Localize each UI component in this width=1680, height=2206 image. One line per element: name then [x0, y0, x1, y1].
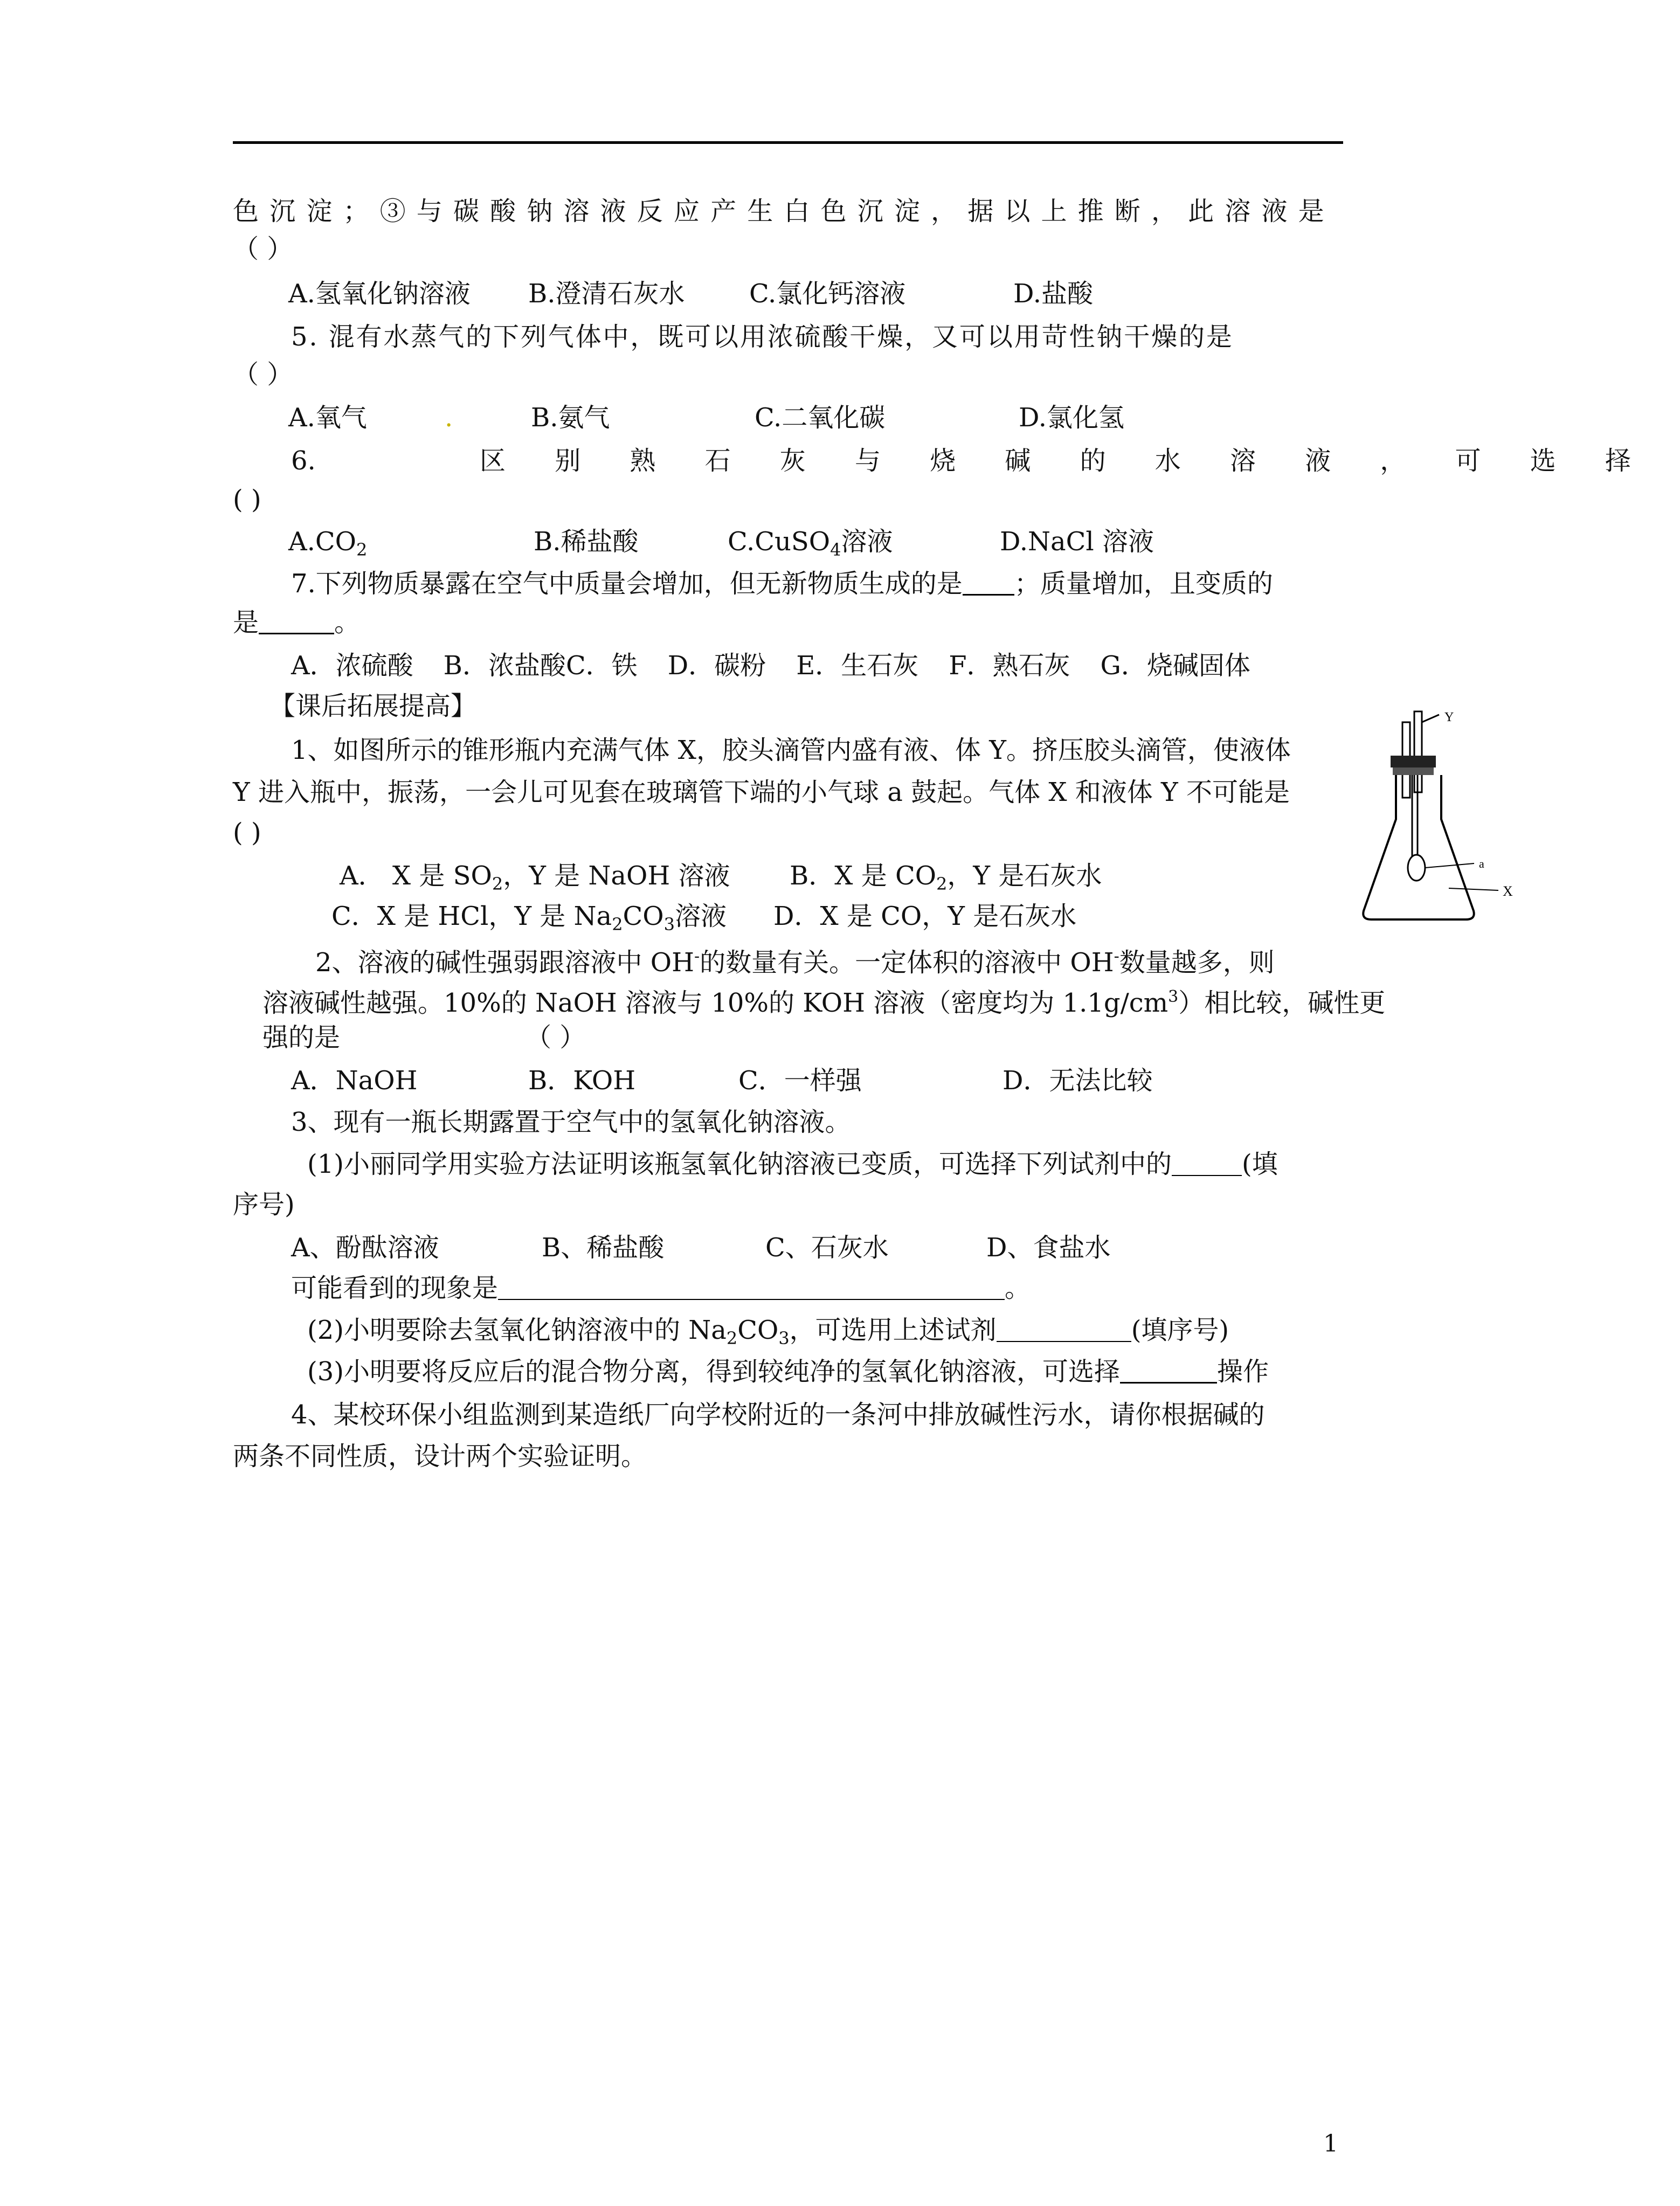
e2-stem-line-3: 强的是 [262, 1022, 341, 1053]
q5-option-b: B.氨气 [531, 403, 610, 433]
q5-option-c: C.二氧化碳 [755, 403, 886, 433]
page-number: 1 [1323, 2130, 1338, 2157]
q5-option-a: A.氧气 [288, 403, 367, 433]
e2-answer-paren: （ ） [526, 1022, 586, 1053]
fig-label-x: X [1503, 883, 1513, 899]
q5-stem: 5. 混有水蒸气的下列气体中，既可以用浓硫酸干燥，又可以用苛性钠干燥的是 [291, 322, 1234, 352]
q6-option-c: C.CuSO$_4$溶液 [728, 527, 893, 560]
q4-option-c: C.氯化钙溶液 [749, 279, 906, 309]
q6-option-b: B.稀盐酸 [534, 527, 639, 557]
q7-options [291, 649, 1250, 682]
e1-option-b: B．X 是 $CO_2$，Y 是石灰水 [790, 861, 1102, 894]
e2-stem-line-1: 2、溶液的碱性强弱跟溶液中 OH-的数量有关。一定体积的溶液中 OH-数量越多，则 [315, 947, 1275, 978]
e2-option-d: D．无法比较 [1003, 1066, 1153, 1096]
e3-option-a: A、酚酞溶液 [291, 1233, 439, 1263]
q7-option-a: A．浓硫酸 [291, 651, 413, 681]
e3-blank-3[interactable] [1120, 1358, 1217, 1384]
q7-blank-2[interactable] [259, 609, 334, 634]
e3-option-d: D、食盐水 [986, 1233, 1111, 1263]
e3-intro: 3、现有一瓶长期露置于空气中的氢氧化钠溶液。 [291, 1107, 851, 1137]
e3-part-3: (3)小明要将反应后的混合物分离，得到较纯净的氢氧化钠溶液，可选择 操作 [307, 1357, 1269, 1387]
q6-answer-paren: ( ) [233, 485, 261, 515]
stray-mark: . [445, 403, 453, 433]
e2-stem-line-2: 溶液碱性越强。10%的 NaOH 溶液与 10%的 KOH 溶液（密度均为 $1.1g/cm^3$）相比较，碱性更 [262, 987, 1386, 1018]
e3-phenomenon: 可能看到的现象是 。 [291, 1273, 1031, 1303]
q6-number: 6. [291, 446, 316, 476]
e3-option-c: C、石灰水 [765, 1233, 889, 1263]
q6-option-a: $A.CO_2$ [288, 527, 368, 560]
e4-stem-line-2: 两条不同性质，设计两个实验证明。 [233, 1441, 647, 1471]
e3-blank-phenomenon[interactable] [498, 1275, 1005, 1300]
e1-stem-line-2: Y 进入瓶中，振荡，一会儿可见套在玻璃管下端的小气球 a 鼓起。气体 X 和液体 Y 不可能是 [233, 777, 1290, 807]
e3-blank-1[interactable] [1172, 1151, 1242, 1176]
q4-answer-paren: （ ） [233, 234, 293, 264]
section-title: 【课后拓展提高】 [269, 691, 477, 721]
q7-option-g: G．烧碱固体 [1100, 651, 1250, 681]
q7-option-f: F．熟石灰 [949, 651, 1070, 681]
q4-option-a: A.氢氧化钠溶液 [288, 279, 471, 309]
e3-part-1-cont: 序号) [233, 1190, 295, 1220]
e1-option-d: D．X 是 CO，Y 是石灰水 [773, 901, 1077, 931]
e1-stem-line-1: 1、如图所示的锥形瓶内充满气体 X，胶头滴管内盛有液、体 Y。挤压胶头滴管，使液体 [291, 735, 1291, 765]
e4-stem-line-1: 4、某校环保小组监测到某造纸厂向学校附近的一条河中排放碱性污水，请你根据碱的 [291, 1400, 1265, 1430]
e2-option-b: B．KOH [528, 1066, 636, 1096]
e1-option-c: C．X 是 HCl，Y 是 $Na_2CO_3$溶液 [331, 901, 727, 935]
q7-option-b: B．浓盐酸 [443, 651, 566, 681]
q4-stem-line: 色沉淀；③与碳酸钠溶液反应产生白色沉淀，据以上推断，此溶液是 [233, 196, 1335, 226]
q4-option-d: D.盐酸 [1013, 279, 1094, 309]
q6-stem: 区别熟石灰与烧碱的水溶液，可选择 [480, 446, 1680, 476]
e3-option-b: B、稀盐酸 [542, 1233, 665, 1263]
e1-answer-paren: ( ) [233, 818, 261, 848]
q7-option-c: C．铁 [565, 651, 638, 681]
q6-option-d: D.NaCl 溶液 [1000, 527, 1154, 557]
q4-option-b: B.澄清石灰水 [528, 279, 685, 309]
e2-option-a: A．NaOH [291, 1066, 418, 1096]
q7-stem: 7.下列物质暴露在空气中质量会增加，但无新物质生成的是 ；质量增加，且变质的 [291, 569, 1273, 599]
q5-answer-paren: （ ） [233, 359, 293, 390]
fig-label-a: a [1479, 857, 1484, 870]
header-rule [233, 141, 1343, 144]
e2-option-c: C．一样强 [738, 1066, 862, 1096]
q7-option-e: E．生石灰 [796, 651, 919, 681]
e3-part-2: (2)小明要除去氢氧化钠溶液中的 $Na_2CO_3$，可选用上述试剂 (填序号) [307, 1315, 1229, 1349]
flask-diagram [1358, 711, 1536, 932]
e3-part-1: (1)小丽同学用实验方法证明该瓶氢氧化钠溶液已变质，可选择下列试剂中的 (填 [307, 1149, 1278, 1179]
q7-stem-cont: 是 。 [233, 607, 361, 638]
e1-option-a: A． X 是 $SO_2$，Y 是 NaOH 溶液 [340, 861, 730, 894]
q7-option-d: D．碳粉 [667, 651, 766, 681]
e3-blank-2[interactable] [997, 1317, 1131, 1342]
q5-option-d: D.氯化氢 [1019, 403, 1125, 433]
q7-blank-1[interactable] [963, 570, 1014, 596]
fig-label-y: Y [1444, 710, 1454, 724]
